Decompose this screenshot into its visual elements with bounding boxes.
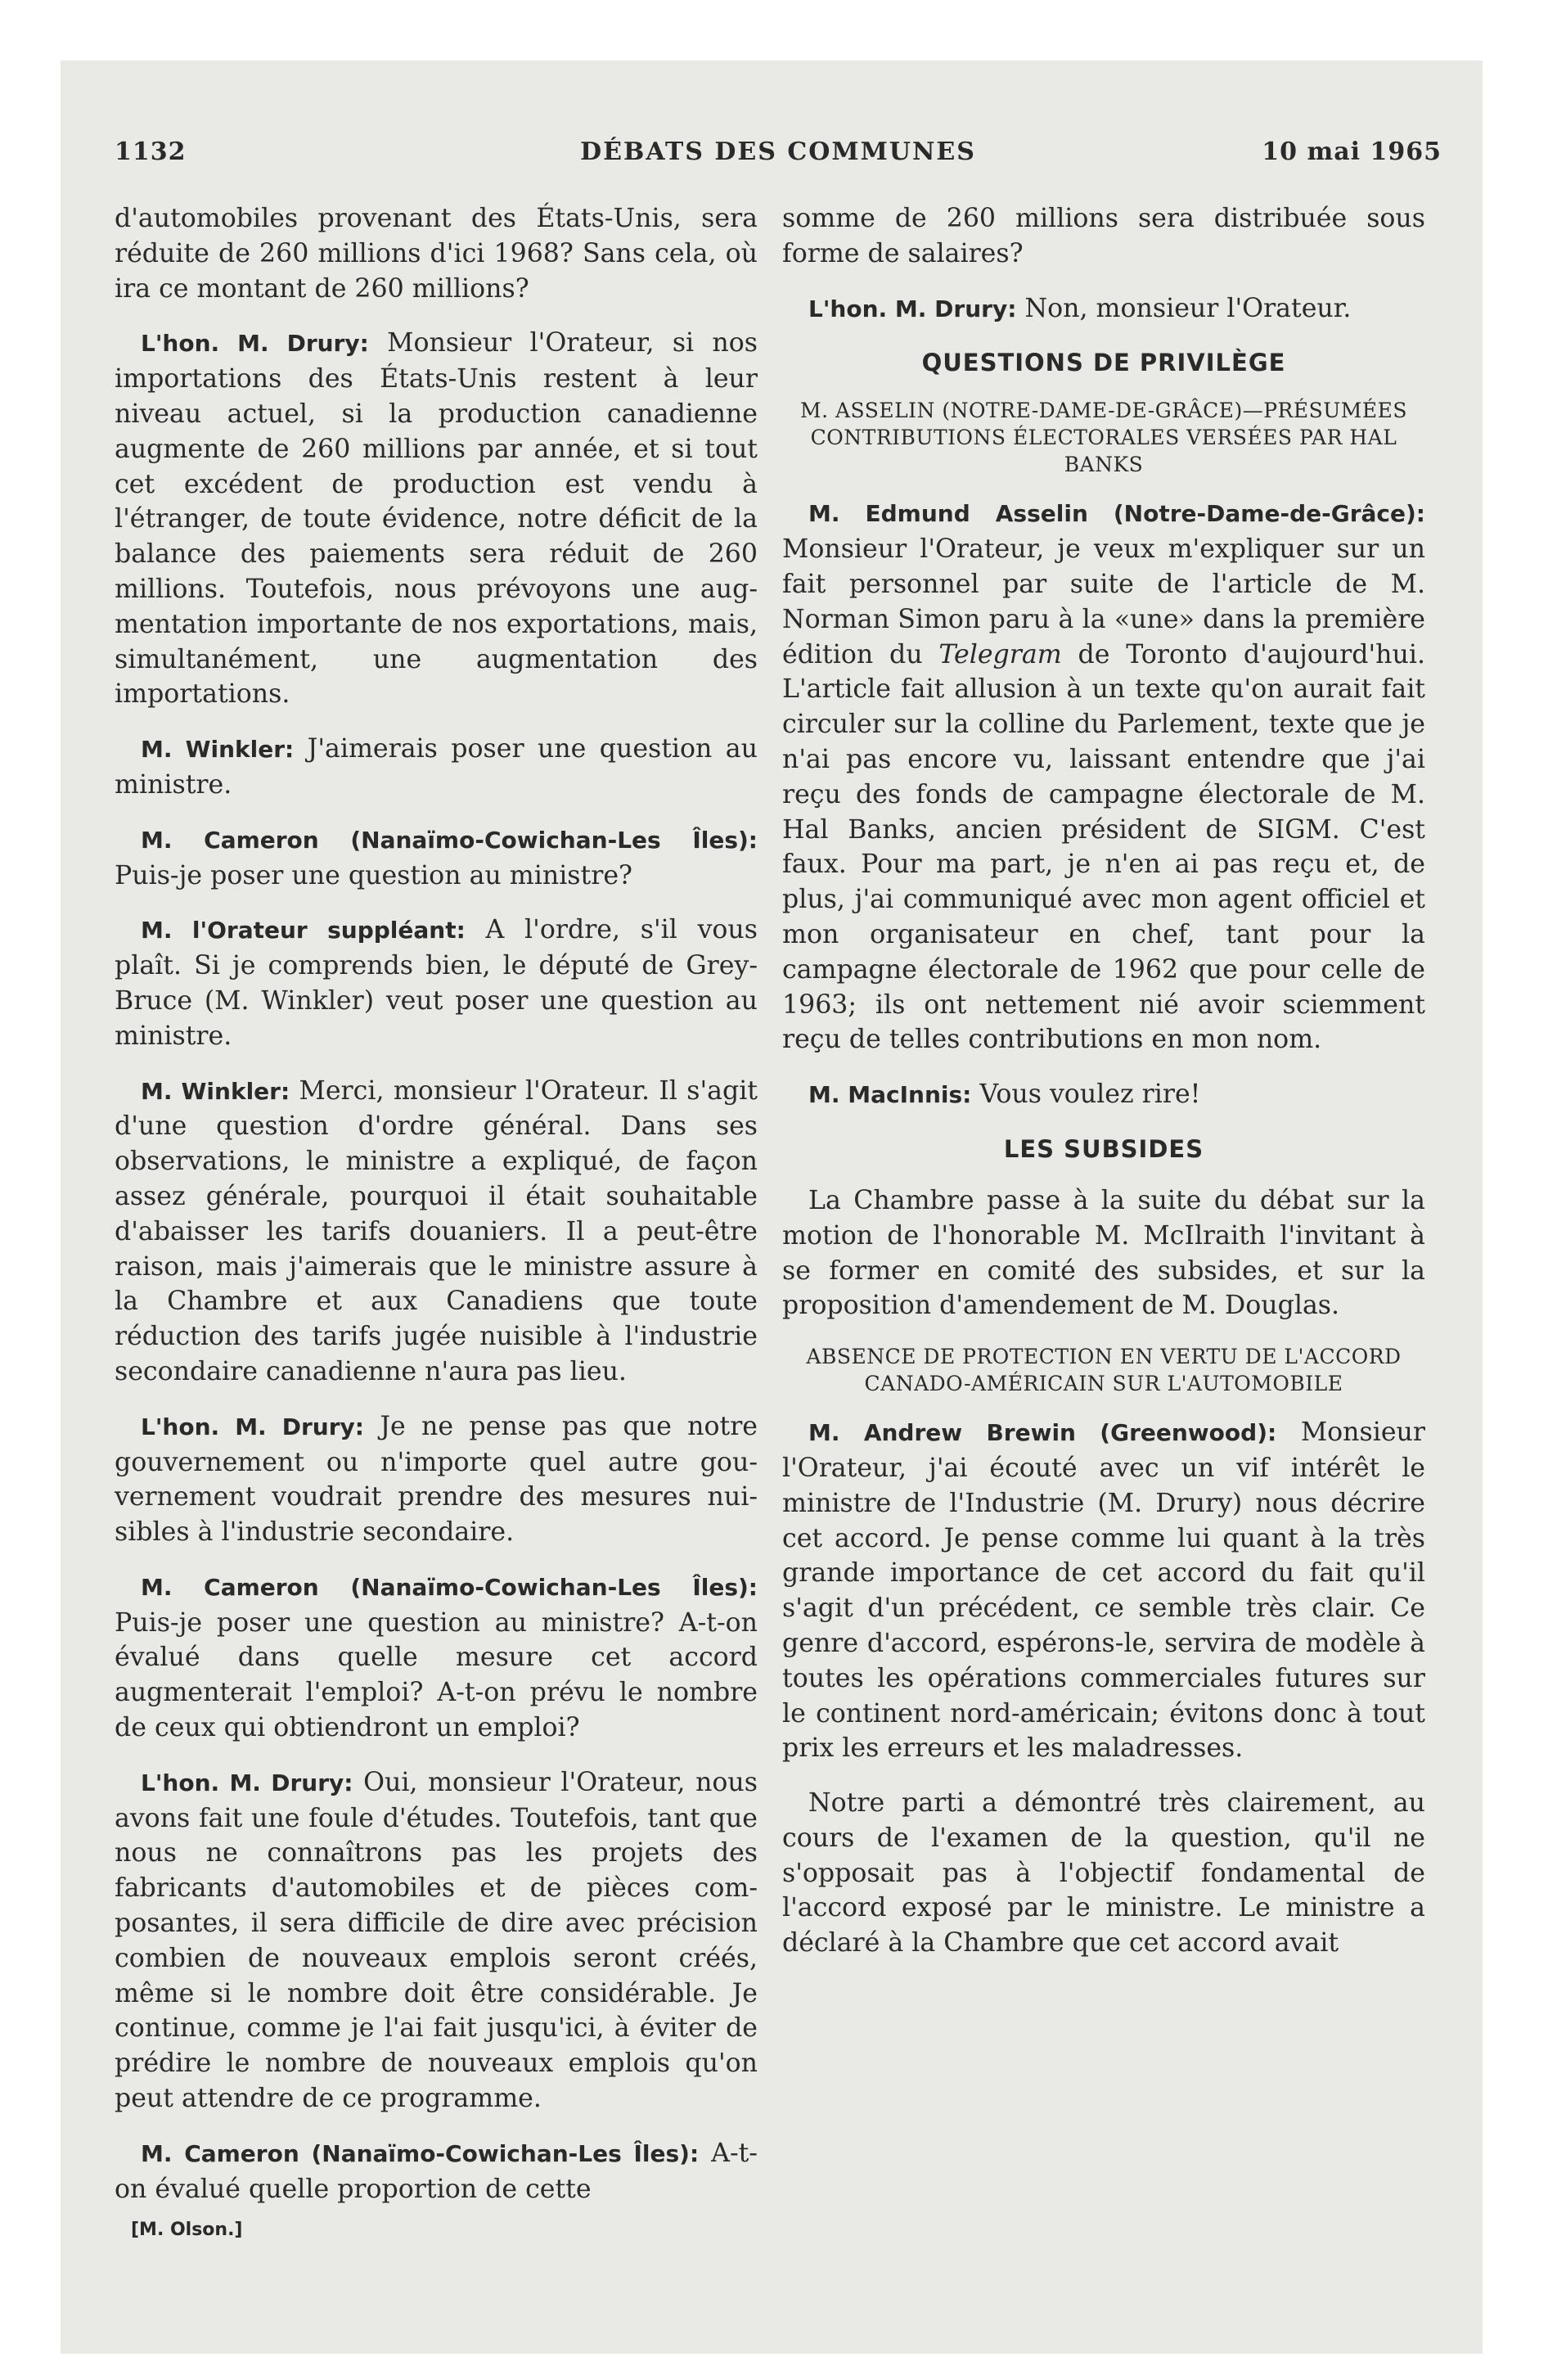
speaker-name: M. Winkler: [141, 736, 295, 764]
newspaper-title: Telegram [938, 639, 1062, 669]
speech [115, 913, 758, 1053]
subsection-heading: ABSENCE DE PROTECTION EN VERTU DE L'ACCORD CANADO-AMÉRICAIN SUR L'AUTOMOBILE [806, 1345, 1402, 1396]
speaker-name: M. Andrew Brewin (Greenwood): [808, 1419, 1277, 1447]
speech-text: Je ne pense pas que notre gouvernement ou n'importe quel autre gouvernement voudrait prendre des mesures nuisibles à l'industrie secondaire. [115, 1411, 758, 1548]
speech [115, 1765, 758, 2116]
speaker-name: M. MacInnis: [808, 1081, 972, 1109]
right-column [782, 201, 1425, 1981]
speech-text: Monsieur l'Orateur, j'ai écouté avec un vif intérêt le ministre de l'Industrie (M. Drury) nous décrire cet accord. Je pense comme lui quant à la très grande importance de cet accord du fait qu'il s'agit d'un précédent, ce semble très clair. Ce genre d'accord, espérons-le, servira de modèle à toutes les opérations commerciales futures sur le continent nord-américain; évitons donc à tout prix les erreurs et les maladresses. [782, 1418, 1425, 1764]
speaker-name: L'hon. M. Drury: [141, 1413, 364, 1440]
speaker-name: M. Winkler: [141, 1077, 290, 1105]
paragraph: La Chambre passe à la suite du débat sur la motion de l'honorable M. McIlraith l'invitant à se former en comité des subsides, et sur la proposition d'amendement de M. Douglas. [782, 1185, 1425, 1321]
speech-text: Monsieur l'Orateur, si nos importations des États-Unis restent à leur niveau actuel, si la production canadienne augmente de 260 millions par année, et si tout cet excédent de production est vendu à l'étranger, de toute évidence, notre déficit de la balance des paiements sera réduit de 260 millions. Toutefois, nous prévoyons une augmentation importante de nos exportations, mais, simultanément, une augmentation des importations. [115, 328, 758, 710]
speech-text: Oui, monsieur l'Orateur, nous avons fait une foule d'études. Toutefois, tant que nous ne connaîtrons pas les projets des fabricants d'automobiles et de pièces composantes, il sera difficile de dire avec précision combien de nouveaux emplois seront créés, même si le nombre doit être considérable. Je continue, comme je l'ai fait jusqu'ici, à éviter de prédire le nombre de nouveaux emplois qu'on peut attendre de ce programme. [115, 1767, 758, 2114]
speech-text: Merci, monsieur l'Orateur. Il s'agit d'une question d'ordre général. Dans ses observations, le ministre a expliqué, de façon assez générale, pourquoi il était souhaitable d'abaisser les tarifs douaniers. Il a peut-être raison, mais j'aimerais que le ministre assure à la Chambre et aux Canadiens que toute réduction des tarifs jugée nuisible à l'industrie secondaire canadienne n'aura pas lieu. [115, 1075, 758, 1386]
section-heading: QUESTIONS DE PRIVILÈGE [921, 349, 1286, 377]
paragraph: somme de 260 millions sera distribuée sous forme de salaires? [782, 204, 1425, 268]
speech-text: Puis-je poser une question au ministre? [115, 860, 632, 890]
speech-text: Puis-je poser une question au ministre? A-t-on évalué dans quelle mesure cet accord augmenterait l'emploi? A-t-on prévu le nombre de ceux qui obtiendront un emploi? [115, 1607, 758, 1743]
speech-text: J'aimerais poser une question au ministre. [115, 734, 758, 800]
speech-text: A-t-on évalué quelle proportion de cette [115, 2138, 758, 2204]
speaker-name: M. Cameron (Nanaïmo-Cowichan-Les Îles): [141, 2139, 700, 2167]
speech [782, 496, 1425, 1057]
speaker-name: L'hon. M. Drury: [141, 1769, 353, 1796]
speech [782, 291, 1425, 327]
speaker-name: M. Edmund Asselin (Notre-Dame-de-Grâce): [808, 500, 1425, 528]
speech [115, 326, 758, 712]
header-date: 10 mai 1965 [1262, 137, 1442, 166]
column-footer-note: [M. Olson.] [131, 2220, 243, 2241]
speech-text: Monsieur l'Orateur, je veux m'expliquer sur un fait personnel par suite de l'article de M. Norman Simon paru à la «une» dans la première édition du [782, 534, 1425, 669]
speaker-name: L'hon. M. Drury: [141, 330, 369, 358]
speaker-name: M. Cameron (Nanaïmo-Cowichan-Les Îles): [141, 826, 758, 854]
speech [115, 732, 758, 803]
paragraph: Notre parti a démontré très clairement, au cours de l'examen de la question, qu'il ne s'opposait pas à l'objectif fondamental de l'accord exposé par le ministre. Le ministre a déclaré à la Chambre que cet accord avait [782, 1788, 1425, 1959]
running-title: DÉBATS DES COMMUNES [580, 137, 976, 166]
speaker-name: L'hon. M. Drury: [808, 295, 1017, 322]
speech [782, 1077, 1425, 1113]
section-heading: LES SUBSIDES [1003, 1134, 1204, 1163]
speech [782, 1415, 1425, 1766]
speech-text: de Toronto d'aujourd'hui. L'article fait allusion à un texte qu'on aurait fait circuler sur la colline du Parlement, texte que je n'ai pas encore vu, laissant entendre que j'ai reçu des fonds de campagne électorale de M. Hal Banks, ancien président de SIGM. C'est faux. Pour ma part, je n'en ai pas reçu et, de plus, j'ai communiqué avec mon agent officiel et mon organisateur en chef, tant pour la campagne électorale de 1962 que pour celle de 1963; ils ont nettement nié avoir sciemment reçu de telles contributions en mon nom. [782, 639, 1426, 1055]
speech [115, 1074, 758, 1390]
speech-text: Non, monsieur l'Orateur. [1024, 293, 1352, 323]
speech [115, 823, 758, 894]
left-column [115, 201, 758, 2248]
speech-text: Vous voulez rire! [979, 1080, 1201, 1110]
speech [115, 1409, 758, 1550]
speech [115, 2136, 758, 2207]
subsection-heading: M. ASSELIN (NOTRE-DAME-DE-GRÂCE)—PRÉSUMÉES CONTRIBUTIONS ÉLECTORALES VERSÉES PAR HAL BANKS [799, 399, 1408, 477]
speaker-name: M. l'Orateur suppléant: [141, 917, 466, 944]
paragraph: d'automobiles provenant des États-Unis, sera réduite de 260 millions d'ici 1968? Sans cela, où ira ce montant de 260 millions? [115, 204, 758, 304]
page-header [115, 137, 1442, 178]
page-number: 1132 [115, 137, 187, 166]
speech [115, 1570, 758, 1746]
speaker-name: M. Cameron (Nanaïmo-Cowichan-Les Îles): [141, 1573, 758, 1601]
speech-text: A l'ordre, s'il vous plaît. Si je comprends bien, le député de Grey-Bruce (M. Winkler) veut poser une question au ministre. [115, 915, 758, 1051]
